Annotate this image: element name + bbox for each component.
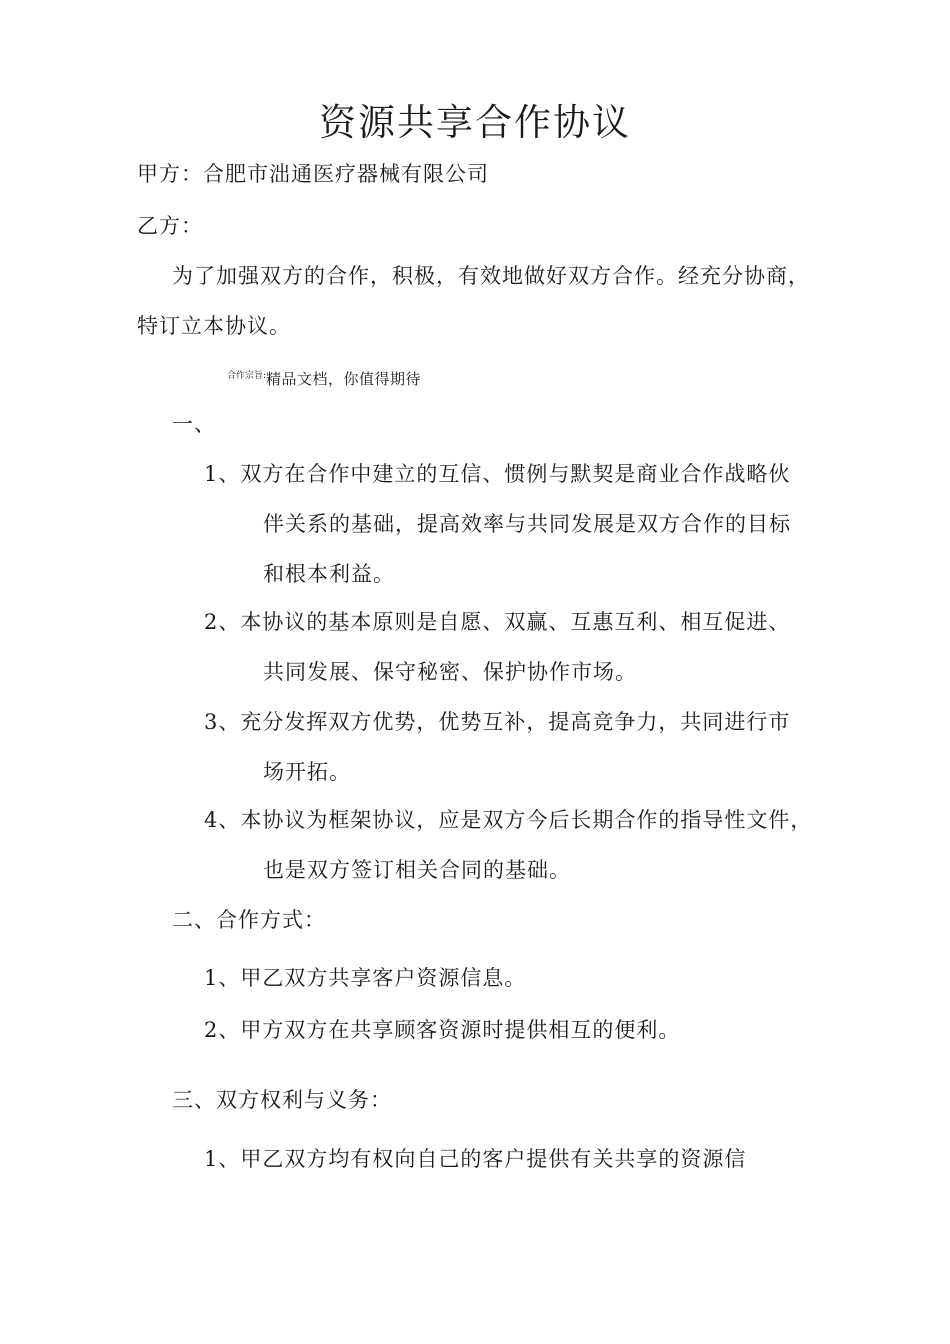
- section-1-item-1-line-1: 1、双方在合作中建立的互信、惯例与默契是商业合作战略伙: [204, 462, 791, 486]
- note-label: 合作宗旨:: [227, 371, 267, 381]
- party-a: 甲方：合肥市泏通医疗器械有限公司: [137, 162, 489, 186]
- section-2-item-1: 1、甲乙双方共享客户资源信息。: [204, 966, 527, 990]
- section-1-heading: 一、: [172, 412, 216, 436]
- section-1-item-3-line-1: 3、充分发挥双方优势，优势互补，提高竞争力，共同进行市: [204, 710, 791, 734]
- section-3-item-1-line-1: 1、甲乙双方均有权向自己的客户提供有关共享的资源信: [204, 1147, 747, 1171]
- document-title: 资源共享合作协议: [319, 101, 631, 144]
- intro-line-1: 为了加强双方的合作，积极，有效地做好双方合作。经充分协商，: [172, 264, 810, 288]
- section-1-item-1-line-2: 伴关系的基础，提高效率与共同发展是双方合作的目标: [263, 512, 791, 536]
- intro-line-2: 特订立本协议。: [137, 314, 291, 338]
- section-1-item-1-line-3: 和根本利益。: [263, 562, 395, 586]
- section-2-item-2: 2、甲方双方在共享顾客资源时提供相互的便利。: [204, 1018, 681, 1042]
- note-line: [227, 368, 421, 389]
- section-1-item-3-line-2: 场开拓。: [263, 760, 351, 784]
- section-1-item-2-line-1: 2、本协议的基本原则是自愿、双赢、互惠互利、相互促进、: [204, 610, 791, 634]
- note-text: 精品文档，你值得期待: [266, 370, 422, 388]
- section-1-item-4-line-1: 4、本协议为框架协议，应是双方今后长期合作的指导性文件，: [204, 808, 813, 832]
- section-1-item-4-line-2: 也是双方签订相关合同的基础。: [263, 858, 571, 882]
- section-1-item-2-line-2: 共同发展、保守秘密、保护协作市场。: [263, 660, 637, 684]
- party-b: 乙方：: [137, 214, 203, 238]
- section-3-heading: 三、双方权利与义务：: [172, 1088, 392, 1112]
- section-2-heading: 二、合作方式：: [172, 908, 326, 932]
